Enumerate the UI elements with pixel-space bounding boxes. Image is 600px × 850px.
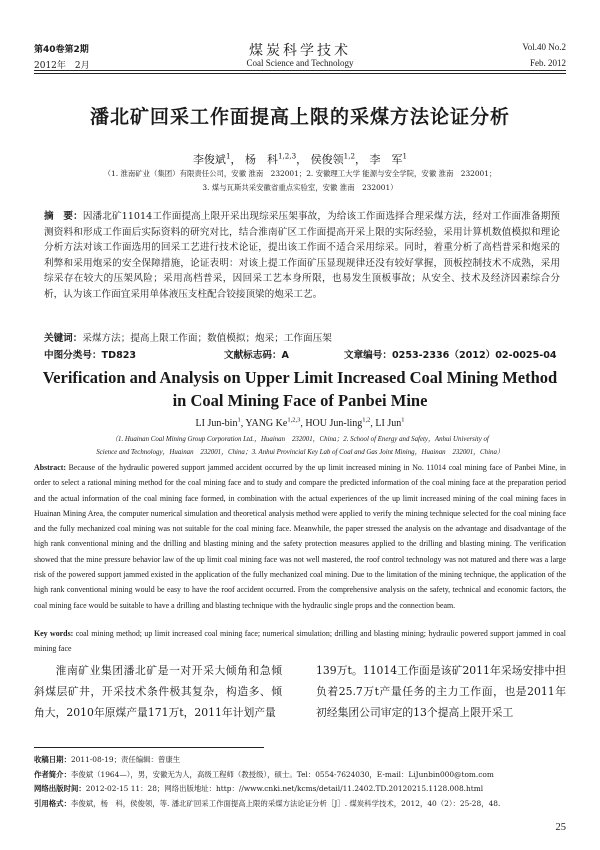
keywords-text-en: coal mining method; up limit increased coal mining face; numerical simulation; drilling and blasting mining; hydraulic powered support jammed in coal mining face (34, 629, 566, 654)
author-name: 杨 科 (244, 153, 278, 166)
abstract-text-cn: 因潘北矿11014工作面提高上限开采出现综采压架事故，为给该工作面选择合理采煤方法，经对工作面准备期预测资料和形成工作面后实际资料的研究对比，结合淮南矿区工作面提高开采上限的实际经验，采用计算机数值模拟和理论分析方法对该工作面选用的回采工艺进行技术论证，提出该工作面不适合采用综采。同时，着重分析了高档普采和炮采的利弊和采用炮采的安全保障措施，论证表明：对该上提工作面矿压显现规律还没有较好掌握，顶板控制技术不成熟，采用综采存在较大的压架风险；采用高档普采，因回采工艺本身所限，也易发生顶板事故；从安全、技术及经济因素综合分析，认为该工作面宜采用单体液压支柱配合铰接顶梁的炮采工艺。 (44, 211, 560, 300)
footnote-label: 作者简介： (34, 769, 71, 779)
author-affil-marker: 1 (225, 151, 231, 161)
author-name: 李俊斌 (192, 153, 226, 166)
body-column-right: 139万t。11014工作面是该矿2011年采场安排中担负着25.7万t产量任务的主力工作面，也是2011年初经集团公司审定的13个提高上限开采工 (316, 664, 566, 719)
body-column-left: 淮南矿业集团潘北矿是一对开采大倾角和急倾斜煤层矿井，开采技术条件极其复杂，构造多、倾角大，2010年原煤产量171万t，2011年计划产量 (34, 664, 282, 719)
author-affil-marker: 1 (402, 151, 408, 161)
author-list-en: LI Jun-bin$^1$, YANG Ke$^{1,2,3}$, HOU Jun-ling$^{1,2}$, LI Jun$^1$ (195, 416, 405, 429)
author-affil-marker: 1 (237, 416, 241, 424)
keywords-en (34, 626, 566, 657)
author-list-cn: 李俊斌$^1$， 杨 科$^{1,2,3}$， 侯俊领$^{1,2}$， 李 军$^1$ (192, 151, 408, 166)
abstract-text-en: Because of the hydraulic powered support jammed accident occurred by the up limit increased mining in No. 11014 coal mining face of Panbei Mine, in order to select a rational mining method for the coal mining face and to study and compare the predicted information of the coal mining face at the preparation period and the actual information of the coal mining face formed, in combination with the actual experiences of the up limit increased mining of the coal mining faces in Huainan Mining Area, the computer numerical simulation and theoretical analysis method were applied to verify the mining technique selected for the coal mining face and the fully mechanized coal mining was not suitable for the coal mining face. Meanwhile, the paper stressed the analysis on the advantage and disadvantage of the high rank conventional mining and the drilling and blasting mining and the safety protection measures applied to the drilling and blasting mining. The verification showed that the mine pressure behavior law of the up limit coal mining face was not well mastered, the roof control technology was not matured and there was a large risk of the powered support jammed existed in the application of the fully mechanized coal mining. Due to the limitation of the mining technique, the application of the high rank conventional mining would be easy to have the roof accident occurred. From the comprehensive analysis on the safety, technical and economic factors, the coal mining face would be suitable to have a drilling and blasting technique with the hydraulic single props and the connection beam. (34, 463, 566, 610)
footnote-rule (34, 747, 264, 748)
author-name: LI Jun (375, 418, 402, 429)
page-number: 25 (555, 822, 566, 833)
abstract-label-en: Abstract: (34, 463, 66, 472)
header-rule-thin (34, 73, 566, 74)
clc-number: 中图分类号：TD823 (44, 350, 137, 361)
header-date-en: Feb. 2012 (530, 58, 566, 68)
affiliations-en (34, 433, 566, 459)
author-affil-marker: 1,2 (362, 416, 371, 424)
footnote-received (34, 753, 566, 768)
footnote-label: 收稿日期： (34, 755, 71, 764)
affiliation-line: 3. 煤与瓦斯共采安徽省重点实验室，安徽 淮南 232001） (202, 183, 398, 192)
author-affil-marker: 1 (401, 416, 405, 424)
author-affil-marker: 1,2 (343, 151, 356, 161)
header-rule-thick (34, 70, 566, 71)
keywords-text-cn: 采煤方法；提高上限工作面；数值模拟；炮采；工作面压架 (82, 333, 332, 344)
footnote-online (34, 782, 566, 797)
footnote-text: 2011-08-19；责任编辑：曾康生 (70, 755, 181, 764)
abstract-cn (44, 209, 560, 303)
author-name: 侯俊领 (310, 153, 344, 166)
article-number: 文章编号：0253-2336（2012）02-0025-04 (344, 350, 557, 361)
document-code: 文献标志码：A (224, 350, 289, 361)
footnote-author (34, 768, 566, 783)
author-name: LI Jun-bin (195, 418, 238, 429)
author-affil-marker: 1,2,3 (287, 416, 301, 424)
author-name: HOU Jun-ling (305, 418, 363, 429)
keywords-label-en: Key words: (34, 629, 74, 638)
header-journal-cn: 煤炭科学技术 (249, 43, 351, 59)
footnote-label: 引用格式： (34, 798, 71, 808)
footnote-text: 李俊斌（1964—），男，安徽无为人，高级工程师（教授级），硕士。Tel：0554-7624030，E-mail：LiJunbin000@tom.com (70, 769, 494, 779)
paper-title-cn: 潘北矿回采工作面提高上限的采煤方法论证分析 (89, 106, 510, 128)
abstract-label-cn: 摘 要： (44, 211, 83, 222)
affiliation-line: （1. 淮南矿业（集团）有限责任公司，安徽 淮南 232001；2. 安徽理工大学 能源与安全学院，安徽 淮南 232001； (103, 169, 497, 178)
footnote-citation (34, 797, 566, 812)
affiliations-cn (34, 167, 566, 195)
header-journal-en: Coal Science and Technology (246, 58, 354, 68)
footnotes (34, 753, 566, 811)
running-header (34, 40, 566, 80)
author-name: YANG Ke (245, 418, 288, 429)
keywords-label-cn: 关键词： (44, 333, 83, 344)
header-date-cn: 2012年 2月 (34, 61, 90, 71)
author-affil-marker: 1,2,3 (277, 151, 297, 161)
footnote-text: 李俊斌，杨 科，侯俊领，等. 潘北矿回采工作面提高上限的采煤方法论证分析［J］. 煤炭科学技术，2012，40（2）：25-28，48. (70, 798, 501, 808)
header-volume-en: Vol.40 No.2 (522, 42, 566, 52)
abstract-en (34, 460, 566, 613)
footnote-label: 网络出版时间： (34, 784, 86, 793)
paper-title-en: Verification and Analysis on Upper Limit Increased Coal Mining Method in Coal Mining Face of Panbei Mine (42, 368, 558, 410)
author-name: 李 军 (369, 153, 403, 166)
affiliation-line: （1. Huainan Coal Mining Group Corporation Ltd.，Huainan 232001，China；2. School of Energy and Safety，Anhui University of (111, 436, 489, 443)
footnote-text: 2012-02-15 11：28；网络出版地址：http：//www.cnki.net/kcms/detail/11.2402.TD.20120215.1128.008.html (85, 784, 484, 793)
affiliation-line: Science and Technology，Huainan 232001，China；3. Anhui Provincial Key Lab of Coal and Gas Joint Mining，Huainan 232001，China） (96, 449, 504, 456)
keywords-cn (44, 330, 560, 344)
header-volume-cn: 第40卷第2期 (34, 45, 89, 55)
